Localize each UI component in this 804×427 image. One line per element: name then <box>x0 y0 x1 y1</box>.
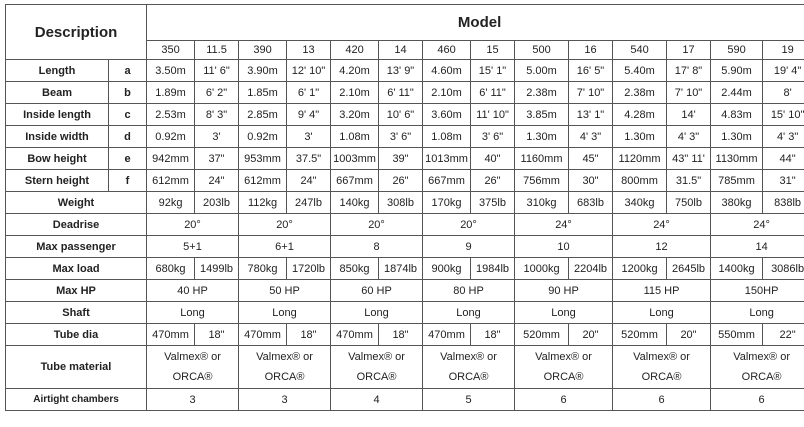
spec-cell: 24° <box>515 214 613 236</box>
spec-cell: 7' 10" <box>667 82 711 104</box>
spec-cell: 1400kg <box>711 258 763 280</box>
spec-row-tube-material <box>6 346 804 389</box>
description-header: Description <box>6 5 147 60</box>
spec-cell: 4.83m <box>711 104 763 126</box>
spec-cell: 14' <box>667 104 711 126</box>
spec-cell: 26" <box>471 170 515 192</box>
spec-cell: 6+1 <box>239 236 331 258</box>
spec-cell: 6 <box>711 389 804 411</box>
spec-cell: 12 <box>613 236 711 258</box>
spec-cell: 247lb <box>287 192 331 214</box>
spec-cell: 31.5" <box>667 170 711 192</box>
model-size-cell: 420 <box>331 41 379 60</box>
spec-cell: 4' 3" <box>667 126 711 148</box>
tube-material-line1: Valmex® or <box>164 351 221 363</box>
spec-cell: 18" <box>471 324 515 346</box>
spec-cell: 953mm <box>239 148 287 170</box>
spec-cell: 1984lb <box>471 258 515 280</box>
spec-cell: 6' 1" <box>287 82 331 104</box>
spec-row-max-hp <box>6 280 804 302</box>
spec-cell: 16' 5" <box>569 60 613 82</box>
spec-cell: 18" <box>287 324 331 346</box>
spec-row-inside-width <box>6 126 804 148</box>
spec-cell: 10' 6" <box>379 104 423 126</box>
spec-cell: 3.20m <box>331 104 379 126</box>
spec-cell: 140kg <box>331 192 379 214</box>
row-label: Beam <box>6 82 109 104</box>
spec-cell: 20" <box>569 324 613 346</box>
spec-cell <box>711 346 804 389</box>
row-label: Deadrise <box>6 214 147 236</box>
spec-cell: 6' 11" <box>379 82 423 104</box>
spec-cell: 5+1 <box>147 236 239 258</box>
spec-cell <box>423 346 515 389</box>
spec-cell: 9' 4" <box>287 104 331 126</box>
spec-cell: 90 HP <box>515 280 613 302</box>
spec-cell: 308lb <box>379 192 423 214</box>
row-letter: a <box>109 60 147 82</box>
spec-cell: 470mm <box>423 324 471 346</box>
spec-cell: 4.20m <box>331 60 379 82</box>
spec-cell: 2.44m <box>711 82 763 104</box>
tube-material-line1: Valmex® or <box>440 351 497 363</box>
model-size-cell: 11.5 <box>195 41 239 60</box>
spec-cell: 92kg <box>147 192 195 214</box>
spec-cell: 3' <box>287 126 331 148</box>
spec-cell: Long <box>711 302 804 324</box>
spec-row-tube-dia <box>6 324 804 346</box>
spec-cell: 2.53m <box>147 104 195 126</box>
spec-cell: 683lb <box>569 192 613 214</box>
spec-cell: 1499lb <box>195 258 239 280</box>
spec-cell: 13' 9" <box>379 60 423 82</box>
spec-cell: 150HP <box>711 280 804 302</box>
row-label: Inside width <box>6 126 109 148</box>
spec-cell: 24" <box>195 170 239 192</box>
spec-cell: 2.85m <box>239 104 287 126</box>
spec-cell: 1120mm <box>613 148 667 170</box>
spec-cell: 10 <box>515 236 613 258</box>
spec-cell <box>515 346 613 389</box>
spec-cell: 3' <box>195 126 239 148</box>
row-label: Airtight chambers <box>6 389 147 411</box>
spec-cell: 3.50m <box>147 60 195 82</box>
spec-cell: 780kg <box>239 258 287 280</box>
tube-material-line2: ORCA® <box>172 371 213 383</box>
spec-cell: 6' 11" <box>471 82 515 104</box>
spec-cell: 60 HP <box>331 280 423 302</box>
spec-cell: 1000kg <box>515 258 569 280</box>
spec-cell: 3' 6" <box>379 126 423 148</box>
spec-cell: 4' 3" <box>763 126 804 148</box>
row-letter: e <box>109 148 147 170</box>
spec-cell: 520mm <box>515 324 569 346</box>
spec-cell: 22" <box>763 324 804 346</box>
spec-cell: 26" <box>379 170 423 192</box>
tube-material-line1: Valmex® or <box>348 351 405 363</box>
spec-cell: 1003mm <box>331 148 379 170</box>
spec-cell: 24° <box>613 214 711 236</box>
spec-table-container <box>5 4 804 411</box>
spec-cell <box>613 346 711 389</box>
spec-cell: 8' 3" <box>195 104 239 126</box>
spec-row-max-load <box>6 258 804 280</box>
model-size-cell: 460 <box>423 41 471 60</box>
spec-cell: 7' 10" <box>569 82 613 104</box>
spec-cell: 3.60m <box>423 104 471 126</box>
spec-cell: 2.38m <box>613 82 667 104</box>
spec-cell: 37.5" <box>287 148 331 170</box>
spec-cell: 1.08m <box>423 126 471 148</box>
spec-cell: Long <box>423 302 515 324</box>
spec-cell: 37" <box>195 148 239 170</box>
spec-cell: Long <box>613 302 711 324</box>
tube-material-line1: Valmex® or <box>535 351 592 363</box>
spec-cell: 4' 3" <box>569 126 613 148</box>
spec-cell: 1160mm <box>515 148 569 170</box>
spec-cell: 6 <box>613 389 711 411</box>
spec-cell: 45" <box>569 148 613 170</box>
spec-cell: 3' 6" <box>471 126 515 148</box>
spec-cell: 0.92m <box>239 126 287 148</box>
spec-row-deadrise <box>6 214 804 236</box>
row-label: Tube dia <box>6 324 147 346</box>
spec-cell: Long <box>515 302 613 324</box>
spec-cell: 115 HP <box>613 280 711 302</box>
spec-cell: 470mm <box>239 324 287 346</box>
spec-cell: 1200kg <box>613 258 667 280</box>
model-size-cell: 500 <box>515 41 569 60</box>
spec-cell: 520mm <box>613 324 667 346</box>
spec-cell: 1.89m <box>147 82 195 104</box>
spec-cell: 18" <box>195 324 239 346</box>
model-size-cell: 16 <box>569 41 613 60</box>
spec-cell: 13' 1" <box>569 104 613 126</box>
spec-cell: 550mm <box>711 324 763 346</box>
model-size-cell: 390 <box>239 41 287 60</box>
spec-cell: 1720lb <box>287 258 331 280</box>
spec-cell: 340kg <box>613 192 667 214</box>
spec-cell: 1.30m <box>613 126 667 148</box>
row-label: Max passenger <box>6 236 147 258</box>
spec-cell: 942mm <box>147 148 195 170</box>
spec-row-stern-height <box>6 170 804 192</box>
spec-cell: 11' 6" <box>195 60 239 82</box>
spec-cell: 20° <box>239 214 331 236</box>
tube-material-line2: ORCA® <box>356 371 397 383</box>
spec-cell: 2.38m <box>515 82 569 104</box>
tube-material-line2: ORCA® <box>741 371 782 383</box>
spec-cell: 667mm <box>423 170 471 192</box>
spec-table <box>5 4 804 411</box>
model-size-cell: 350 <box>147 41 195 60</box>
spec-cell: 20" <box>667 324 711 346</box>
model-size-cell: 15 <box>471 41 515 60</box>
spec-cell: 380kg <box>711 192 763 214</box>
spec-cell: 40" <box>471 148 515 170</box>
spec-cell: 17' 8" <box>667 60 711 82</box>
spec-cell <box>147 346 239 389</box>
spec-cell: 612mm <box>147 170 195 192</box>
spec-cell: 900kg <box>423 258 471 280</box>
spec-cell: 5.90m <box>711 60 763 82</box>
spec-cell: 4.60m <box>423 60 471 82</box>
model-size-cell: 13 <box>287 41 331 60</box>
spec-cell: 2204lb <box>569 258 613 280</box>
spec-cell: 20° <box>423 214 515 236</box>
spec-cell: 850kg <box>331 258 379 280</box>
spec-cell: 375lb <box>471 192 515 214</box>
spec-cell: Long <box>147 302 239 324</box>
row-label: Length <box>6 60 109 82</box>
spec-cell: 750lb <box>667 192 711 214</box>
spec-cell: 30" <box>569 170 613 192</box>
row-label: Inside length <box>6 104 109 126</box>
spec-row-beam <box>6 82 804 104</box>
row-letter: c <box>109 104 147 126</box>
spec-cell: 3.85m <box>515 104 569 126</box>
spec-cell: 1.30m <box>515 126 569 148</box>
spec-row-max-passenger <box>6 236 804 258</box>
spec-cell: 31" <box>763 170 804 192</box>
spec-cell: 12' 10" <box>287 60 331 82</box>
spec-cell: 6' 2" <box>195 82 239 104</box>
tube-material-line2: ORCA® <box>543 371 584 383</box>
spec-cell: 4 <box>331 389 423 411</box>
spec-cell: 15' 10" <box>763 104 804 126</box>
row-label: Shaft <box>6 302 147 324</box>
spec-cell: 9 <box>423 236 515 258</box>
row-letter: f <box>109 170 147 192</box>
spec-cell: 1.30m <box>711 126 763 148</box>
tube-material-line2: ORCA® <box>448 371 489 383</box>
spec-cell: 3086lb <box>763 258 804 280</box>
spec-cell: 3.90m <box>239 60 287 82</box>
spec-cell: 0.92m <box>147 126 195 148</box>
spec-cell: 112kg <box>239 192 287 214</box>
row-label: Weight <box>6 192 147 214</box>
row-letter: d <box>109 126 147 148</box>
spec-cell: 8 <box>331 236 423 258</box>
model-header: Model <box>147 5 804 41</box>
tube-material-line1: Valmex® or <box>256 351 313 363</box>
row-label: Stern height <box>6 170 109 192</box>
spec-cell: 785mm <box>711 170 763 192</box>
spec-row-shaft <box>6 302 804 324</box>
spec-cell: 1.85m <box>239 82 287 104</box>
spec-cell: 6 <box>515 389 613 411</box>
spec-cell: 43" 11' <box>667 148 711 170</box>
spec-cell: 24° <box>711 214 804 236</box>
spec-cell: 470mm <box>147 324 195 346</box>
spec-cell: 18" <box>379 324 423 346</box>
spec-cell: 14 <box>711 236 804 258</box>
spec-row-length <box>6 60 804 82</box>
spec-cell: 11' 10" <box>471 104 515 126</box>
spec-cell: 3 <box>239 389 331 411</box>
spec-cell: 1874lb <box>379 258 423 280</box>
spec-cell: 50 HP <box>239 280 331 302</box>
tube-material-line1: Valmex® or <box>733 351 790 363</box>
spec-cell: 20° <box>147 214 239 236</box>
spec-cell: 612mm <box>239 170 287 192</box>
spec-cell: 5.40m <box>613 60 667 82</box>
spec-cell: 5.00m <box>515 60 569 82</box>
spec-cell <box>331 346 423 389</box>
spec-cell: 2645lb <box>667 258 711 280</box>
spec-row-bow-height <box>6 148 804 170</box>
spec-cell: 680kg <box>147 258 195 280</box>
spec-cell: 1013mm <box>423 148 471 170</box>
spec-cell: 2.10m <box>423 82 471 104</box>
model-size-cell: 590 <box>711 41 763 60</box>
spec-cell: 80 HP <box>423 280 515 302</box>
spec-cell: 838lb <box>763 192 804 214</box>
spec-cell: 170kg <box>423 192 471 214</box>
spec-cell: 44" <box>763 148 804 170</box>
tube-material-line2: ORCA® <box>641 371 682 383</box>
spec-cell: 203lb <box>195 192 239 214</box>
row-label: Max load <box>6 258 147 280</box>
row-letter: b <box>109 82 147 104</box>
model-size-cell: 17 <box>667 41 711 60</box>
spec-row-weight <box>6 192 804 214</box>
spec-cell: 40 HP <box>147 280 239 302</box>
spec-cell: 24" <box>287 170 331 192</box>
tube-material-line2: ORCA® <box>264 371 305 383</box>
spec-cell: 20° <box>331 214 423 236</box>
spec-cell: 1.08m <box>331 126 379 148</box>
spec-row-airtight-chambers <box>6 389 804 411</box>
spec-cell: 5 <box>423 389 515 411</box>
row-label: Tube material <box>6 346 147 389</box>
spec-cell: 800mm <box>613 170 667 192</box>
spec-cell: 4.28m <box>613 104 667 126</box>
tube-material-line1: Valmex® or <box>633 351 690 363</box>
spec-cell: 2.10m <box>331 82 379 104</box>
spec-cell: 39" <box>379 148 423 170</box>
spec-cell: 15' 1" <box>471 60 515 82</box>
spec-row-inside-length <box>6 104 804 126</box>
model-size-cell: 540 <box>613 41 667 60</box>
spec-cell: 8' <box>763 82 804 104</box>
spec-cell: Long <box>239 302 331 324</box>
spec-cell: 3 <box>147 389 239 411</box>
spec-cell: 470mm <box>331 324 379 346</box>
row-label: Max HP <box>6 280 147 302</box>
spec-cell: 756mm <box>515 170 569 192</box>
spec-cell: 1130mm <box>711 148 763 170</box>
spec-cell: 19' 4" <box>763 60 804 82</box>
spec-cell: 310kg <box>515 192 569 214</box>
spec-cell: 667mm <box>331 170 379 192</box>
spec-cell <box>239 346 331 389</box>
spec-cell: Long <box>331 302 423 324</box>
model-size-cell: 19 <box>763 41 804 60</box>
model-size-cell: 14 <box>379 41 423 60</box>
row-label: Bow height <box>6 148 109 170</box>
